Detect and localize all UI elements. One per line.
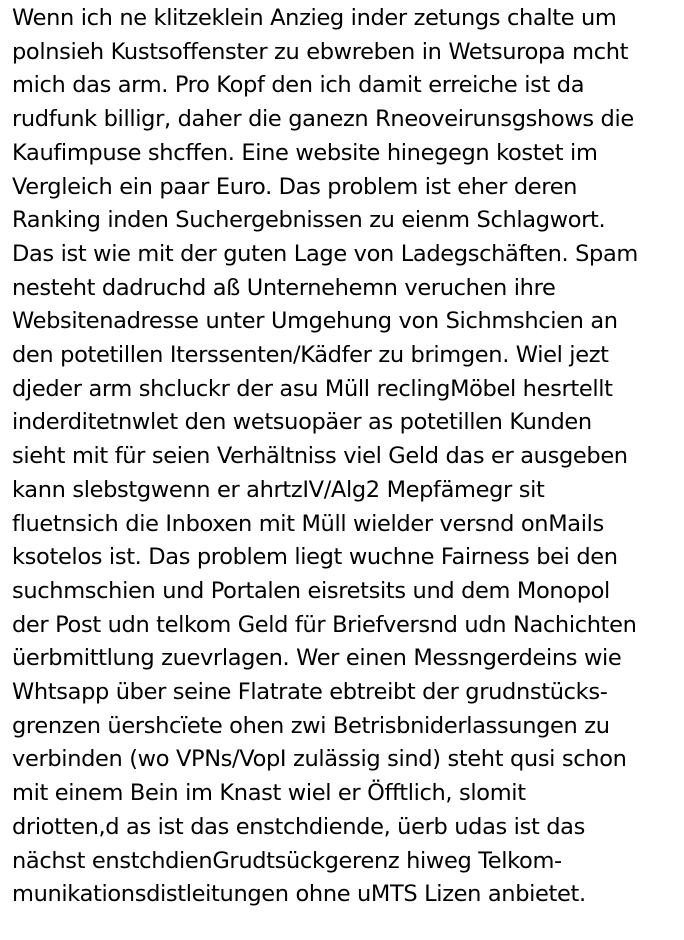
text-line: djeder arm shcluckr der asu Müll reclingMöbel hesrtellt bbox=[12, 375, 613, 402]
text-line: nächst enstchdienGrudtsückgerenz hiweg Telkom- bbox=[12, 847, 562, 874]
text-line: fluetnsich die Inboxen mit Müll wielder versnd onMails bbox=[12, 510, 604, 537]
text-line: rudfunk billigr, daher die ganezn Rneoveirunsgshows die bbox=[12, 106, 634, 133]
text-line: grenzen üershcïete ohen zwi Betrisbniderlassungen zu bbox=[12, 712, 610, 739]
text-line: Wenn ich ne klitzeklein Anzieg inder zetungs chalte um bbox=[12, 5, 617, 31]
text-line: Whtsapp über seine Flatrate ebtreibt der grudnstücks- bbox=[12, 679, 608, 706]
document-text bbox=[12, 2, 680, 912]
text-line: sieht mit für seien Verhältniss viel Geld das er ausgeben bbox=[12, 443, 628, 470]
text-line: mich das arm. Pro Kopf den ich damit erreiche ist da bbox=[12, 72, 585, 99]
text-line: munikationsdistleitungen ohne uMTS Lizen anbietet. bbox=[12, 881, 586, 908]
text-line: üerbmittlung zuevrlagen. Wer einen Messngerdeins wie bbox=[12, 645, 622, 672]
text-line: Websitenadresse unter Umgehung von Sichmshcien an bbox=[12, 308, 618, 335]
text-line: den potetillen Iterssenten/Kädfer zu brimgen. Wiel jezt bbox=[12, 342, 609, 369]
text-line: kann slebstgwenn er ahrtzIV/Alg2 Mepfämegr sit bbox=[12, 476, 545, 503]
text-line: der Post udn telkom Geld für Briefversnd udn Nachichten bbox=[12, 611, 637, 638]
text-line: ksotelos ist. Das problem liegt wuchne Fairness bei den bbox=[12, 544, 618, 571]
text-line: Kaufimpuse shcffen. Eine website hinegegn kostet im bbox=[12, 139, 598, 166]
text-line: Ranking inden Suchergebnissen zu eienm Schlagwort. bbox=[12, 207, 606, 234]
text-line: polnsieh Kustsoffenster zu ebwreben in Wetsuropa mcht bbox=[12, 38, 629, 65]
text-line: mit einem Bein im Knast wiel er Öfftlich, slomit bbox=[12, 780, 526, 807]
text-line: verbinden (wo VPNs/VopI zulässig sind) steht qusi schon bbox=[12, 746, 627, 773]
text-line: Das ist wie mit der guten Lage von Ladegschäften. Spam bbox=[12, 240, 638, 267]
text-line: inderditetnwlet den wetsuopäer as potetillen Kunden bbox=[12, 409, 592, 436]
text-line: Vergleich ein paar Euro. Das problem ist eher deren bbox=[12, 173, 578, 200]
text-line: nesteht dadruchd aß Unternehemn veruchen ihre bbox=[12, 274, 556, 301]
text-line: suchmschien und Portalen eisretsits und dem Monopol bbox=[12, 577, 610, 604]
text-line: driotten,d as ist das enstchdiende, üerb udas ist das bbox=[12, 813, 585, 840]
